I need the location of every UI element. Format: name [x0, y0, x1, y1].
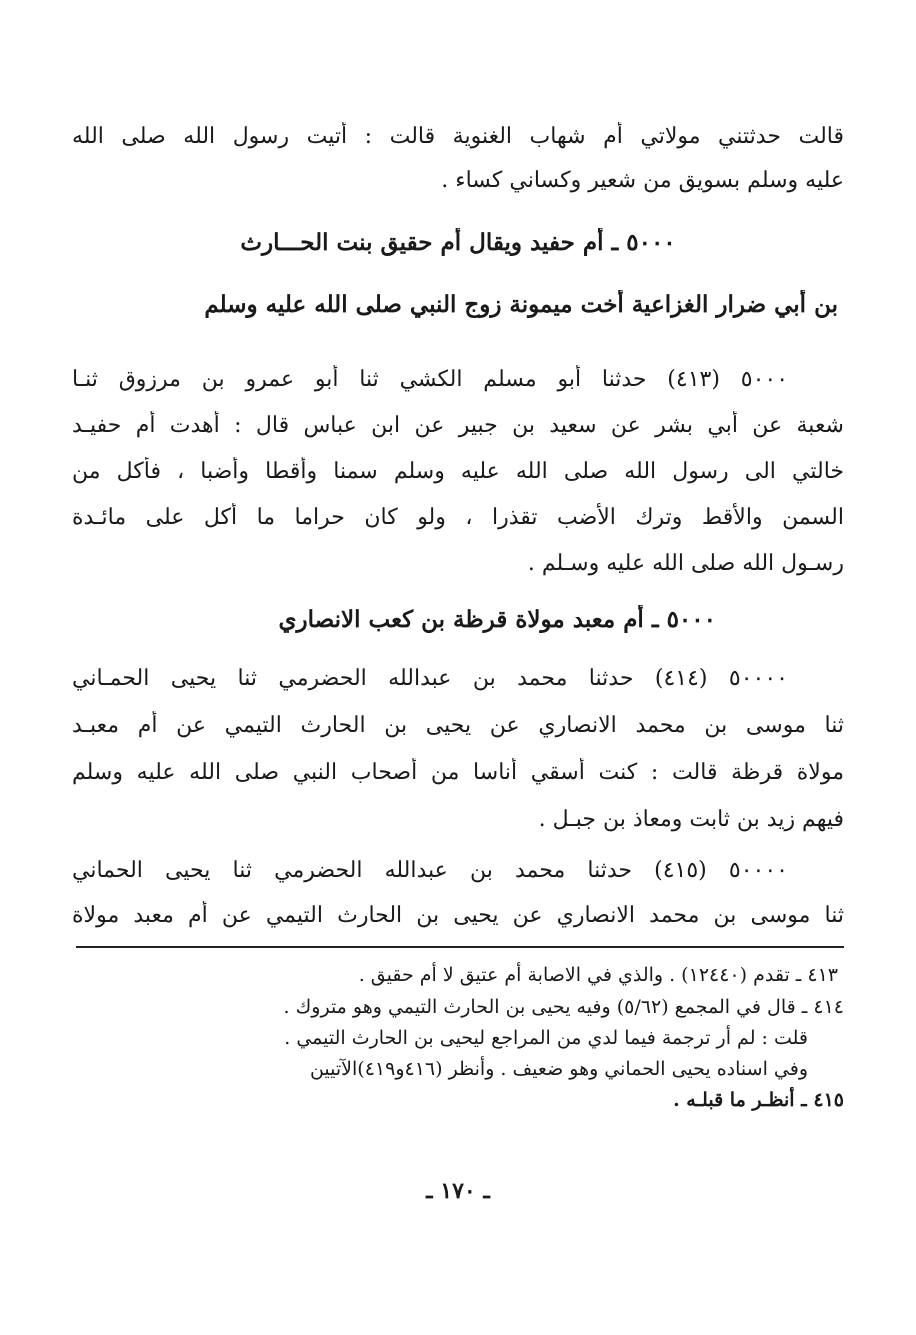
- footnote-415: ٤١٥ ـ أنظـر ما قبلـه .: [673, 1089, 844, 1111]
- hadith-413-line-3: خالتي الى رسول الله صلى الله عليه وسلم سمنا وأقطا وأضبا ، فأكل من: [72, 459, 844, 484]
- section-heading-umm-hafid: ٥٠٠٠ ـ أم حفيد ويقال أم حقيق بنت الحـــارث: [240, 229, 676, 256]
- section-heading-umm-hafid-line2: بن أبي ضرار الغزاعية أخت ميمونة زوج النبي صلى الله عليه وسلم: [204, 291, 838, 318]
- footnote-414-cont-1: قلت : لم أر ترجمة فيما لدي من المراجع ليحيى بن الحارث التيمي .: [284, 1027, 808, 1049]
- body-line-2: عليه وسلم بسويق من شعير وكساني كساء .: [441, 168, 844, 193]
- hadith-415-line-1: ٥٠٠٠٠ (٤١٥) حدثنا محمد بن عبدالله الحضرمي ثنا يحيى الحماني: [72, 858, 788, 883]
- footnote-414: ٤١٤ ـ قال في المجمع (٥/٦٢) وفيه يحيى بن الحارث التيمي وهو متروك .: [283, 996, 844, 1018]
- body-line-1: قالت حدثتني مولاتي أم شهاب الغنوية قالت : أتيت رسول الله صلى الله: [72, 124, 844, 149]
- hadith-413-line-5: رسـول الله صلى الله عليه وسـلم .: [527, 551, 844, 576]
- hadith-414-line-4: فيهم زيد بن ثابت ومعاذ بن جبـل .: [538, 807, 844, 832]
- hadith-414-line-2: ثنا موسى بن محمد الانصاري عن يحيى بن الحارث التيمي عن أم معبـد: [72, 713, 844, 738]
- footnote-413: ٤١٣ ـ تقدم (١٢٤٤٠) . والذي في الاصابة أم عتيق لا أم حقيق .: [358, 964, 838, 986]
- footnote-414-cont-2: وفي اسناده يحيى الحماني وهو ضعيف . وأنظر (٤١٦و٤١٩)الآتيين: [309, 1058, 808, 1080]
- footnote-separator: [76, 946, 844, 948]
- hadith-413-line-2: شعبة عن أبي بشر عن سعيد بن جبير عن ابن عباس قال : أهدت أم حفيـد: [72, 413, 844, 438]
- hadith-413-line-4: السمن والأقط وترك الأضب تقذرا ، ولو كان حراما ما أكل على مائـدة: [72, 505, 844, 530]
- page-number: ـ ١٧٠ ـ: [426, 1178, 490, 1204]
- hadith-414-line-3: مولاة قرظة قالت : كنت أسقي أناسا من أصحاب النبي صلى الله عليه وسلم: [72, 760, 844, 785]
- hadith-414-line-1: ٥٠٠٠٠ (٤١٤) حدثنا محمد بن عبدالله الحضرمي ثنا يحيى الحمـاني: [72, 666, 788, 691]
- section-heading-umm-mabad: ٥٠٠٠ ـ أم معبد مولاة قرظة بن كعب الانصاري: [278, 606, 716, 633]
- hadith-413-line-1: ٥٠٠٠ (٤١٣) حدثنا أبو مسلم الكشي ثنا أبو عمرو بن مرزوق ثنـا: [72, 367, 788, 392]
- hadith-415-line-2: ثنا موسى بن محمد الانصاري عن يحيى بن الحارث التيمي عن أم معبد مولاة: [72, 903, 844, 928]
